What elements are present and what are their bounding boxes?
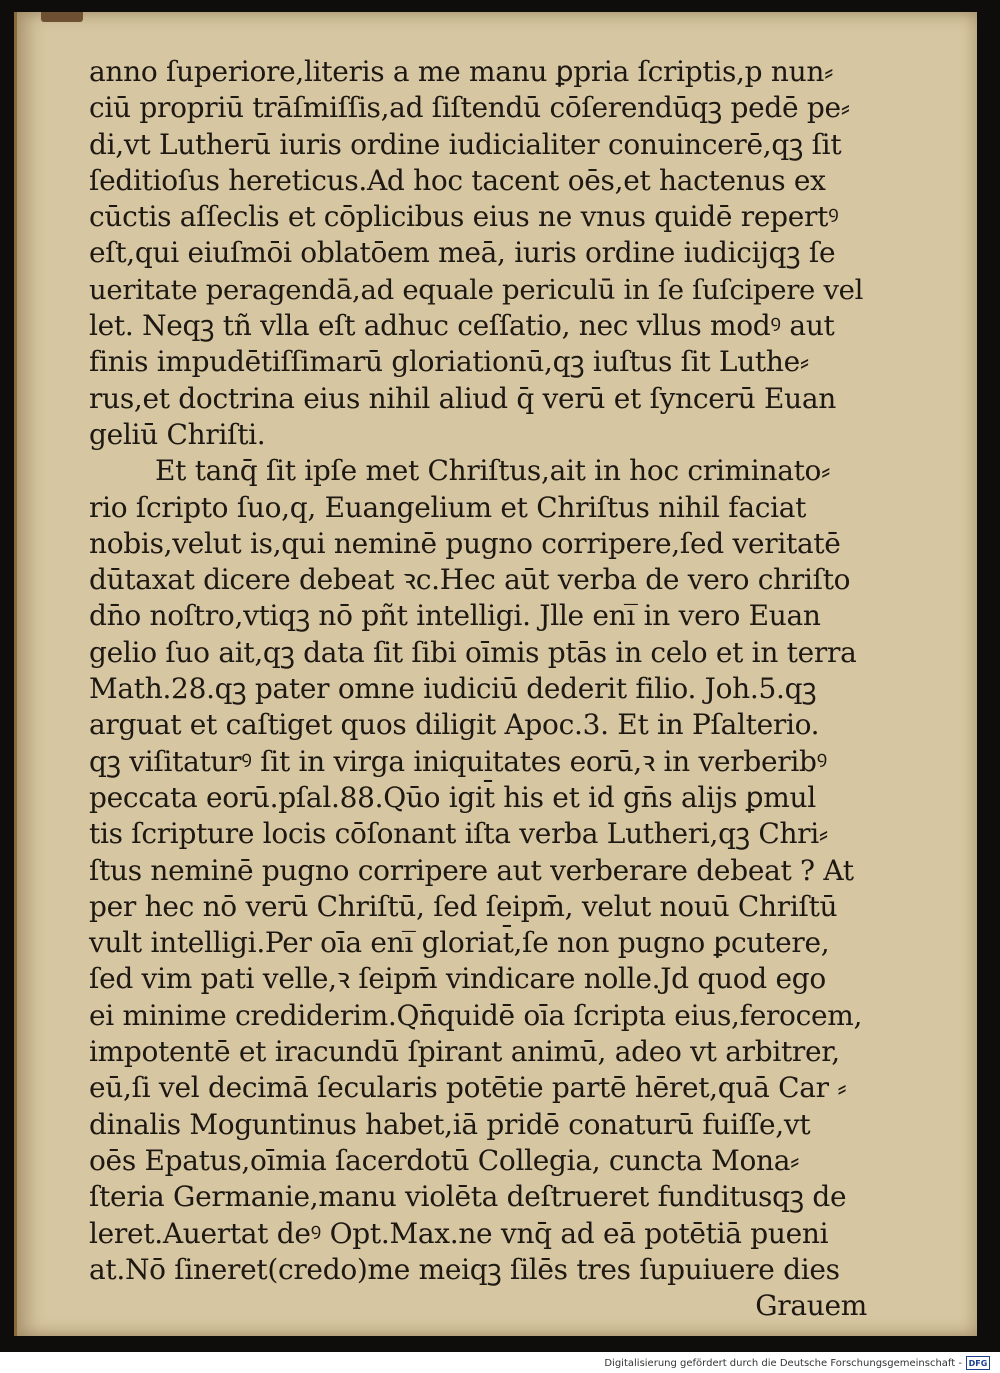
text-line: ueritate peragendā,ad equale periculū in ſe ſuſcipere vel bbox=[89, 273, 864, 306]
text-line: ſteria Germanie,manu violēta deſtrueret funditusqꝫ de bbox=[89, 1180, 847, 1214]
text-line: dn̄o noſtro,vtiqꝫ nō pñt intelligi. Jlle eni̅ in vero Euan bbox=[89, 599, 821, 633]
page-tab-marker bbox=[41, 12, 83, 22]
dfg-logo-icon: DFG bbox=[966, 1356, 990, 1370]
text-line: ſeditioſus hereticus.Ad hoc tacent oēs,et hactenus ex bbox=[89, 163, 826, 197]
text-line: ei minime crediderim.Qn̄quidē oīa ſcripta eius,ferocem, bbox=[89, 998, 863, 1032]
footer-credit-text: Digitalisierung gefördert durch die Deutsche Forschungsgemeinschaft - bbox=[604, 1357, 962, 1369]
text-line: peccata eorū.pſal.88.Qūo igit̄ his et id gn̄s alijs ꝑmul bbox=[89, 780, 816, 814]
text-line: tis ſcripture locis cōſonant iſta verba Lutheri,qꝫ Chri⸗ bbox=[89, 817, 828, 851]
text-line: impotentē et iracundū ſpirant animū, adeo vt arbitrer, bbox=[89, 1035, 840, 1069]
text-line: qꝫ viſitaturꝰ ſit in virga iniquitates eorū,ꝛ in verberibꝰ bbox=[89, 744, 827, 778]
text-line: let. Neqꝫ tñ vlla eſt adhuc ceſſatio, nec vllus modꝰ aut bbox=[89, 309, 835, 343]
text-line: dūtaxat dicere debeat ꝛc.Hec aūt verba de vero chriſto bbox=[89, 563, 851, 597]
text-line: rus,et doctrina eius nihil aliud q̄ verū et ſyncerū Euan bbox=[89, 381, 836, 415]
text-line: cūctis aſſeclis et cōplicibus eius ne vnus quidē repertꝰ bbox=[89, 200, 839, 234]
text-line: eſt,qui eiuſmōi oblatōem meā, iuris ordine iudicijqꝫ ſe bbox=[89, 236, 836, 270]
text-line: geliū Chriſti. bbox=[89, 417, 266, 451]
book-page bbox=[14, 12, 977, 1336]
text-block bbox=[89, 54, 869, 1324]
text-line: at.Nō ſineret(credo)me meiqꝫ ſilēs tres ſupuiuere dies bbox=[89, 1252, 840, 1286]
text-line: ſed vim pati velle,ꝛ ſeipm̄ vindicare nolle.Jd quod ego bbox=[89, 962, 826, 996]
text-line: per hec nō verū Chriſtū, ſed ſeipm̄, velut nouū Chriſtū bbox=[89, 889, 838, 923]
text-line: eū,ſi vel decimā ſecularis potētie partē hēret,quā Car ⸗ bbox=[89, 1071, 847, 1105]
text-line: oēs Epatus,oīmia ſacerdotū Collegia, cuncta Mona⸗ bbox=[89, 1143, 800, 1177]
text-line: nobis,velut is,qui neminē pugno corripere,ſed veritatē bbox=[89, 526, 841, 560]
text-line: ſtus neminē pugno corripere aut verberare debeat ? At bbox=[89, 853, 854, 887]
text-line: Math.28.qꝫ pater omne iudiciū dederit filio. Joh.5.qꝫ bbox=[89, 672, 817, 706]
text-line: gelio ſuo ait,qꝫ data ſit ſibi oīmis ptās in celo et in terra bbox=[89, 635, 857, 669]
text-line: vult intelligi.Per oīa eni̅ gloriat̄,ſe non pugno ꝑcutere, bbox=[89, 926, 830, 960]
text-line: ciū propriū trāſmiſſis,ad ſiſtendū cōſerendūqꝫ pedē pe⸗ bbox=[89, 91, 850, 125]
text-line: anno ſuperiore,literis a me manu ꝑpria ſcriptis,p nun⸗ bbox=[89, 55, 834, 88]
catchword: Grauem bbox=[755, 1289, 867, 1323]
text-line: dinalis Moguntinus habet,iā pridē conaturū fuiſſe,vt bbox=[89, 1107, 811, 1141]
digitization-footer bbox=[604, 1355, 990, 1371]
text-line: arguat et caſtiget quos diligit Apoc.3. Et in Pſalterio. bbox=[89, 708, 820, 742]
text-line: finis impudētiſſimarū gloriationū,qꝫ iuſtus ſit Luthe⸗ bbox=[89, 345, 809, 379]
text-line: rio ſcripto ſuo,q, Euangelium et Chriſtus nihil faciat bbox=[89, 490, 807, 524]
text-line: leret.Auertat deꝰ Opt.Max.ne vnq̄ ad eā potētiā pueni bbox=[89, 1216, 829, 1250]
text-line: di,vt Lutherū iuris ordine iudicialiter conuincerē,qꝫ ſit bbox=[89, 127, 842, 161]
text-line: Et tanq̄ ſit ipſe met Chriſtus,ait in hoc criminato⸗ bbox=[155, 454, 831, 488]
